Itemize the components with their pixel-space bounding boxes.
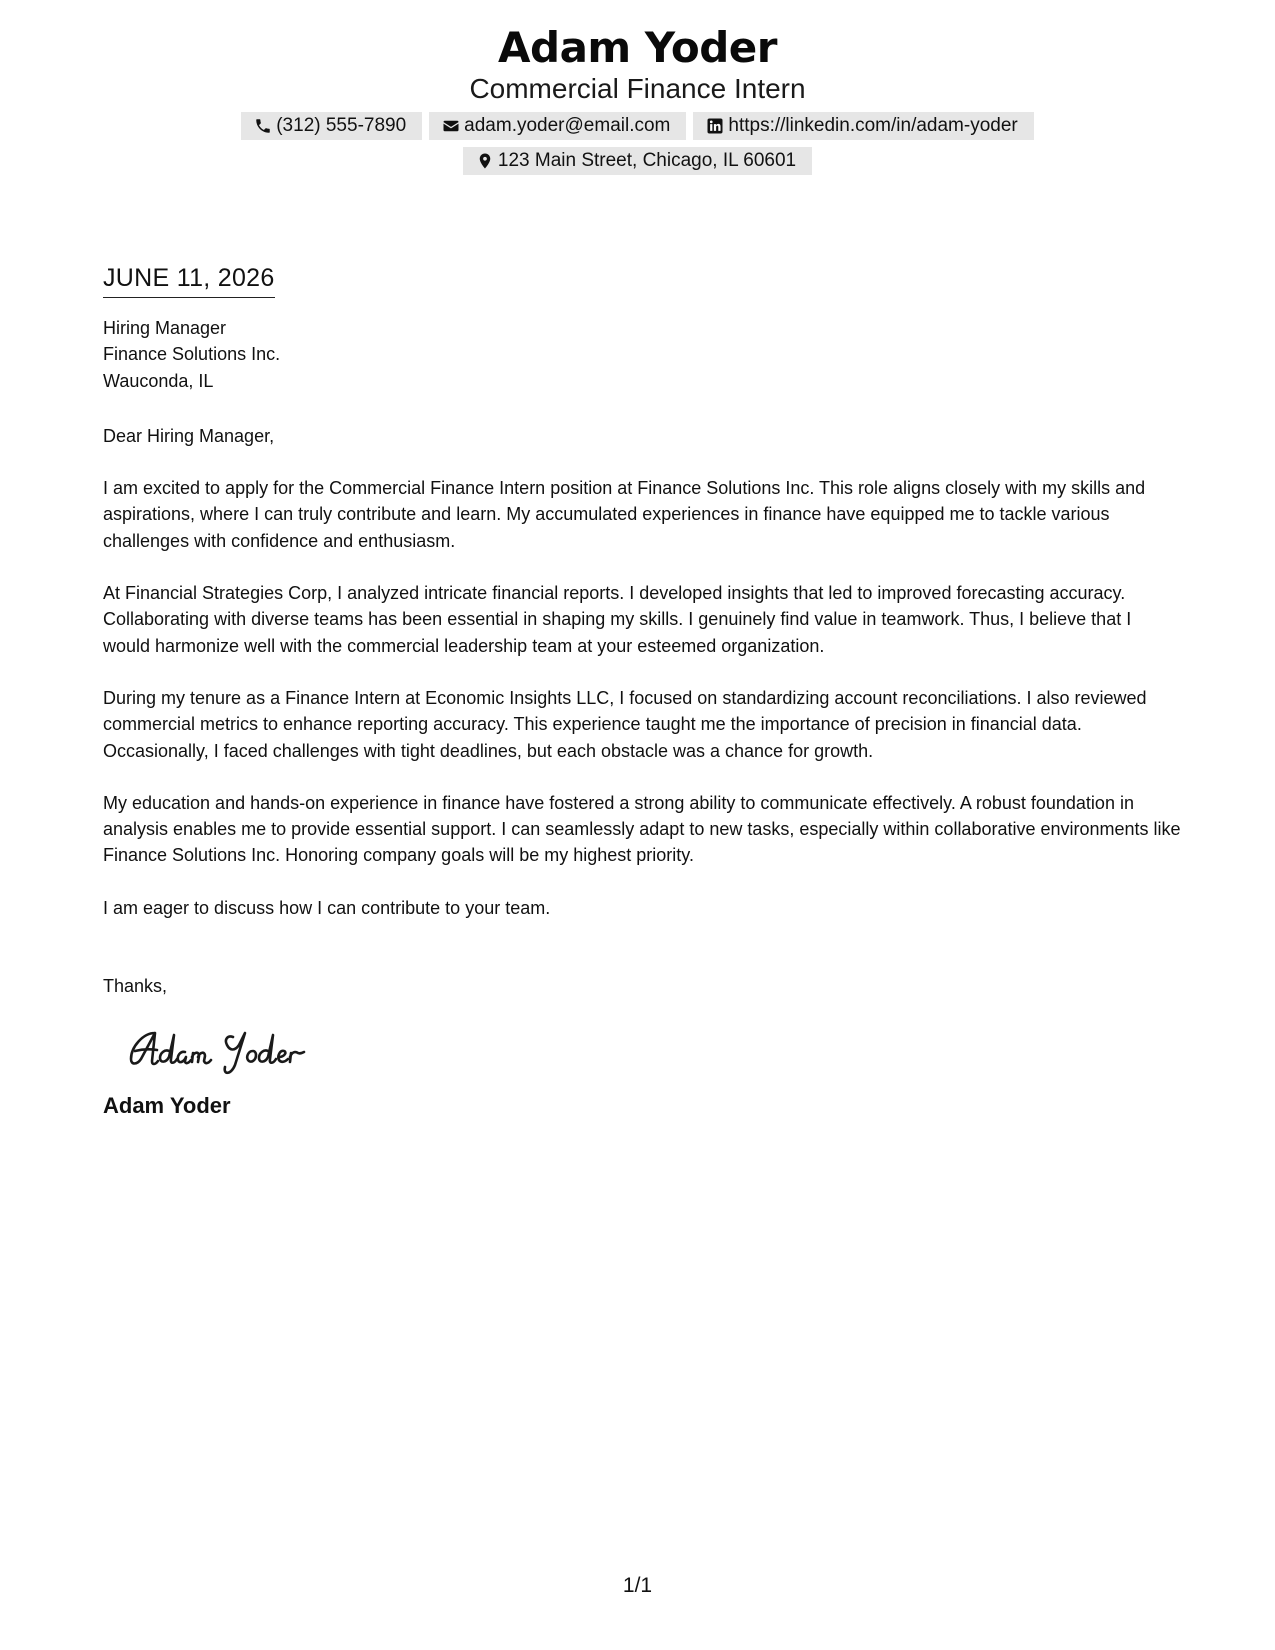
signed-name: Adam Yoder	[103, 1093, 231, 1119]
contact-row-address	[0, 147, 1275, 175]
envelope-icon	[442, 117, 460, 135]
contact-phone-text: (312) 555-7890	[276, 115, 407, 136]
salutation: Dear Hiring Manager,	[103, 425, 275, 446]
body-paragraph: I am eager to discuss how I can contribute to your team.	[103, 897, 551, 918]
contact-email-text: adam.yoder@email.com	[464, 115, 671, 136]
contact-phone[interactable]	[241, 112, 422, 140]
job-title: Commercial Finance Intern	[469, 73, 806, 104]
letter-date: JUNE 11, 2026	[103, 262, 275, 298]
letter-header	[0, 22, 1275, 175]
recipient-line: Hiring Manager	[103, 318, 227, 338]
handwritten-signature	[125, 1021, 345, 1077]
signature-image	[125, 1021, 345, 1077]
body-paragraph: At Financial Strategies Corp, I analyzed intricate financial reports. I developed insights that led to improved forecasting accuracy. Collaborating with diverse teams has been essential in shaping my skills. I genuinely find value in teamwork. Thus, I believe that I would harmonize well with the commercial leadership team at your esteemed organization.	[103, 583, 1132, 656]
recipient-block	[103, 315, 1183, 394]
linkedin-icon	[706, 117, 724, 135]
map-pin-icon	[476, 152, 494, 170]
contact-email[interactable]	[429, 112, 686, 140]
body-paragraph: My education and hands-on experience in finance have fostered a strong ability to communicate effectively. A robust foundation in analysis enables me to provide essential support. I can seamlessly adapt to new tasks, especially within collaborative environments like Finance Solutions Inc. Honoring company goals will be my highest priority.	[103, 792, 1181, 866]
closing: Thanks,	[103, 976, 168, 997]
applicant-name: Adam Yoder	[498, 23, 777, 72]
contact-linkedin[interactable]	[693, 112, 1033, 140]
contact-address-text: 123 Main Street, Chicago, IL 60601	[497, 150, 797, 171]
contact-address	[463, 147, 812, 175]
page-number: 1/1	[622, 1574, 653, 1597]
contact-linkedin-text: https://linkedin.com/in/adam-yoder	[728, 115, 1018, 136]
contact-row	[0, 112, 1275, 140]
body-paragraph: During my tenure as a Finance Intern at Economic Insights LLC, I focused on standardizing account reconciliations. I also reviewed commercial metrics to enhance reporting accuracy. This experience taught me the importance of precision in financial data. Occasionally, I faced challenges with tight deadlines, but each obstacle was a chance for growth.	[103, 687, 1147, 761]
phone-icon	[254, 117, 272, 135]
letter-body	[103, 262, 1183, 1120]
recipient-line: Wauconda, IL	[103, 370, 214, 391]
body-paragraph: I am excited to apply for the Commercial Finance Intern position at Finance Solutions Inc. This role aligns closely with my skills and aspirations, where I can truly contribute and learn. My accumulated experiences in finance have equipped me to tackle various challenges with confidence and enthusiasm.	[103, 478, 1146, 551]
recipient-line: Finance Solutions Inc.	[103, 344, 281, 365]
